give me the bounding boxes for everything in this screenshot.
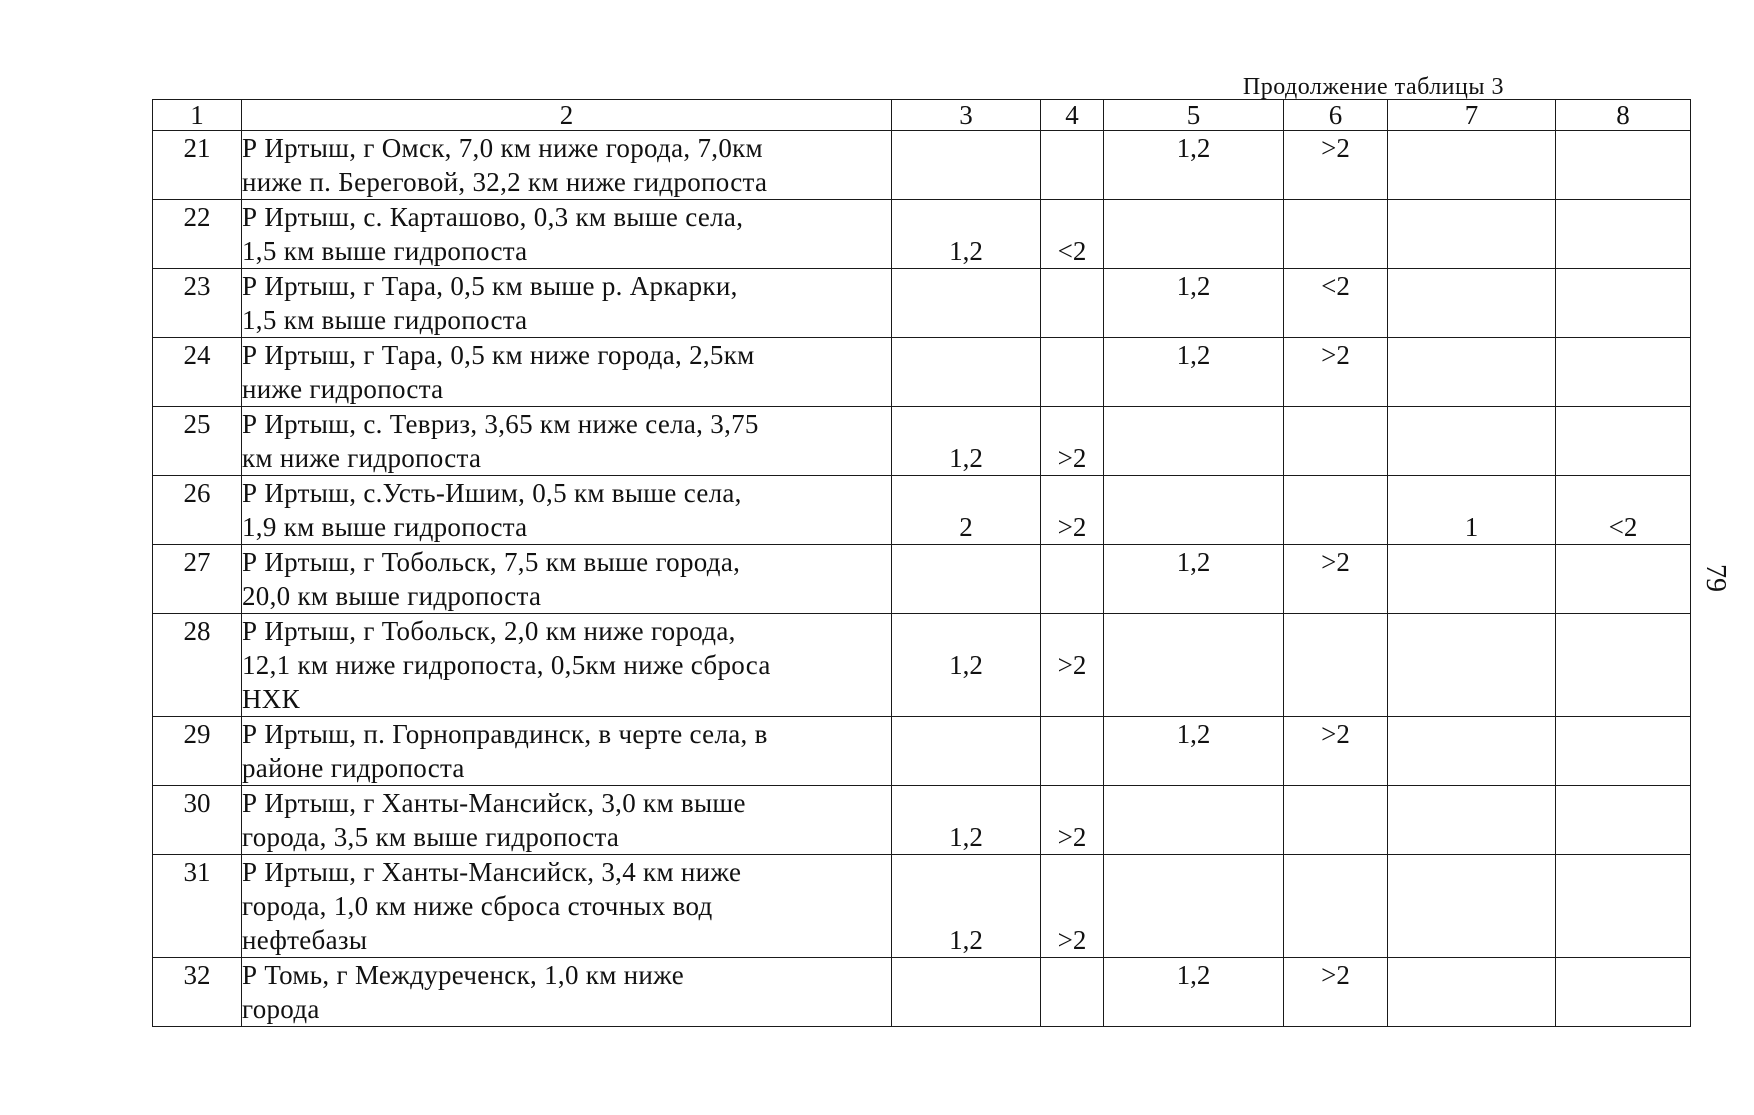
location-description <box>242 269 892 338</box>
value-col-8 <box>1556 200 1691 269</box>
column-header: 5 <box>1104 100 1284 131</box>
value-col-7 <box>1388 786 1556 855</box>
location-description <box>242 200 892 269</box>
column-header: 8 <box>1556 100 1691 131</box>
value-col-6: >2 <box>1284 958 1388 1027</box>
value-col-7 <box>1388 717 1556 786</box>
value-col-5: 1,2 <box>1104 545 1284 614</box>
location-line: 20,0 км выше гидропоста <box>242 581 542 611</box>
table-row <box>153 200 1691 269</box>
value-col-5: 1,2 <box>1104 338 1284 407</box>
location-line: Р Иртыш, г Омск, 7,0 км ниже города, 7,0км <box>242 133 763 163</box>
row-number: 23 <box>153 269 242 338</box>
row-number: 24 <box>153 338 242 407</box>
value-col-7: 1 <box>1388 476 1556 545</box>
row-number: 31 <box>153 855 242 958</box>
table-row <box>153 614 1691 717</box>
value-col-4 <box>1041 269 1104 338</box>
value-col-6 <box>1284 614 1388 717</box>
value-col-7 <box>1388 545 1556 614</box>
location-description <box>242 476 892 545</box>
column-header: 1 <box>153 100 242 131</box>
location-line: км ниже гидропоста <box>242 443 482 473</box>
location-line: Р Иртыш, п. Горноправдинск, в черте села, в <box>242 719 768 749</box>
location-line: ниже п. Береговой, 32,2 км ниже гидропоста <box>242 167 768 197</box>
location-line: Р Иртыш, г Тобольск, 2,0 км ниже города, <box>242 616 736 646</box>
column-header: 7 <box>1388 100 1556 131</box>
page-number: 79 <box>1700 564 1731 592</box>
header-row <box>153 100 1691 131</box>
value-col-5 <box>1104 407 1284 476</box>
location-description <box>242 855 892 958</box>
table-row <box>153 786 1691 855</box>
location-description <box>242 545 892 614</box>
location-line: города, 3,5 км выше гидропоста <box>242 822 620 852</box>
value-col-5: 1,2 <box>1104 131 1284 200</box>
row-number: 25 <box>153 407 242 476</box>
value-col-3 <box>892 717 1041 786</box>
table-row <box>153 131 1691 200</box>
location-line: Р Иртыш, г Тара, 0,5 км выше р. Аркарки, <box>242 271 738 301</box>
location-line: Р Иртыш, г Ханты-Мансийск, 3,4 км ниже <box>242 857 742 887</box>
value-col-8 <box>1556 958 1691 1027</box>
value-col-3: 1,2 <box>892 614 1041 717</box>
location-description <box>242 131 892 200</box>
value-col-3: 1,2 <box>892 200 1041 269</box>
value-col-7 <box>1388 131 1556 200</box>
table-row <box>153 958 1691 1027</box>
value-col-3: 1,2 <box>892 407 1041 476</box>
row-number: 26 <box>153 476 242 545</box>
location-line: НХК <box>242 684 300 714</box>
value-col-5 <box>1104 476 1284 545</box>
column-header: 6 <box>1284 100 1388 131</box>
table-row <box>153 545 1691 614</box>
value-col-5: 1,2 <box>1104 958 1284 1027</box>
location-line: 1,5 км выше гидропоста <box>242 305 528 335</box>
value-col-4: >2 <box>1041 786 1104 855</box>
value-col-5 <box>1104 200 1284 269</box>
value-col-6 <box>1284 476 1388 545</box>
value-col-6 <box>1284 786 1388 855</box>
value-col-4 <box>1041 545 1104 614</box>
location-description <box>242 338 892 407</box>
value-col-8 <box>1556 855 1691 958</box>
location-description <box>242 717 892 786</box>
value-col-3 <box>892 958 1041 1027</box>
location-description <box>242 407 892 476</box>
value-col-4: >2 <box>1041 407 1104 476</box>
location-line: Р Иртыш, г Тобольск, 7,5 км выше города, <box>242 547 741 577</box>
value-col-3 <box>892 269 1041 338</box>
value-col-8: <2 <box>1556 476 1691 545</box>
location-line: 12,1 км ниже гидропоста, 0,5км ниже сброса <box>242 650 771 680</box>
row-number: 30 <box>153 786 242 855</box>
value-col-3: 1,2 <box>892 786 1041 855</box>
value-col-6 <box>1284 200 1388 269</box>
value-col-3 <box>892 338 1041 407</box>
value-col-7 <box>1388 200 1556 269</box>
location-line: Р Иртыш, с. Карташово, 0,3 км выше села, <box>242 202 744 232</box>
location-line: Р Иртыш, с.Усть-Ишим, 0,5 км выше села, <box>242 478 742 508</box>
value-col-7 <box>1388 269 1556 338</box>
row-number: 32 <box>153 958 242 1027</box>
value-col-8 <box>1556 131 1691 200</box>
value-col-5 <box>1104 614 1284 717</box>
row-number: 22 <box>153 200 242 269</box>
location-line: 1,9 км выше гидропоста <box>242 512 528 542</box>
location-line: города <box>242 994 320 1024</box>
value-col-6: >2 <box>1284 131 1388 200</box>
location-line: Р Иртыш, с. Тевриз, 3,65 км ниже села, 3,75 <box>242 409 759 439</box>
value-col-7 <box>1388 407 1556 476</box>
value-col-6 <box>1284 407 1388 476</box>
location-line: Р Иртыш, г Тара, 0,5 км ниже города, 2,5км <box>242 340 755 370</box>
column-header: 3 <box>892 100 1041 131</box>
location-line: города, 1,0 км ниже сброса сточных вод <box>242 891 713 921</box>
location-description <box>242 614 892 717</box>
table-row <box>153 476 1691 545</box>
table-row <box>153 407 1691 476</box>
location-line: ниже гидропоста <box>242 374 444 404</box>
value-col-6: >2 <box>1284 545 1388 614</box>
value-col-3: 2 <box>892 476 1041 545</box>
value-col-5: 1,2 <box>1104 269 1284 338</box>
value-col-8 <box>1556 269 1691 338</box>
value-col-8 <box>1556 545 1691 614</box>
value-col-4 <box>1041 131 1104 200</box>
value-col-7 <box>1388 855 1556 958</box>
value-col-8 <box>1556 338 1691 407</box>
value-col-7 <box>1388 338 1556 407</box>
value-col-5: 1,2 <box>1104 717 1284 786</box>
location-line: районе гидропоста <box>242 753 465 783</box>
location-line: 1,5 км выше гидропоста <box>242 236 528 266</box>
location-line: Р Иртыш, г Ханты-Мансийск, 3,0 км выше <box>242 788 746 818</box>
table-row <box>153 269 1691 338</box>
value-col-4 <box>1041 338 1104 407</box>
value-col-4 <box>1041 958 1104 1027</box>
value-col-3 <box>892 131 1041 200</box>
value-col-3 <box>892 545 1041 614</box>
row-number: 27 <box>153 545 242 614</box>
value-col-4: >2 <box>1041 855 1104 958</box>
value-col-7 <box>1388 958 1556 1027</box>
value-col-3: 1,2 <box>892 855 1041 958</box>
value-col-4: >2 <box>1041 614 1104 717</box>
value-col-8 <box>1556 614 1691 717</box>
value-col-6: >2 <box>1284 338 1388 407</box>
value-col-4 <box>1041 717 1104 786</box>
value-col-8 <box>1556 407 1691 476</box>
row-number: 29 <box>153 717 242 786</box>
value-col-6: <2 <box>1284 269 1388 338</box>
table-body <box>153 131 1691 1027</box>
value-col-5 <box>1104 855 1284 958</box>
column-header: 4 <box>1041 100 1104 131</box>
table-continuation-caption: Продолжение таблицы 3 <box>1242 74 1504 100</box>
table-row <box>153 338 1691 407</box>
location-description <box>242 786 892 855</box>
value-col-5 <box>1104 786 1284 855</box>
value-col-6 <box>1284 855 1388 958</box>
value-col-4: <2 <box>1041 200 1104 269</box>
table-row <box>153 717 1691 786</box>
value-col-6: >2 <box>1284 717 1388 786</box>
column-header: 2 <box>242 100 892 131</box>
data-table <box>152 99 1691 1027</box>
table-row <box>153 855 1691 958</box>
row-number: 21 <box>153 131 242 200</box>
value-col-8 <box>1556 786 1691 855</box>
table-header <box>153 100 1691 131</box>
location-description <box>242 958 892 1027</box>
value-col-8 <box>1556 717 1691 786</box>
location-line: Р Томь, г Междуреченск, 1,0 км ниже <box>242 960 685 990</box>
row-number: 28 <box>153 614 242 717</box>
value-col-7 <box>1388 614 1556 717</box>
location-line: нефтебазы <box>242 925 368 955</box>
value-col-4: >2 <box>1041 476 1104 545</box>
